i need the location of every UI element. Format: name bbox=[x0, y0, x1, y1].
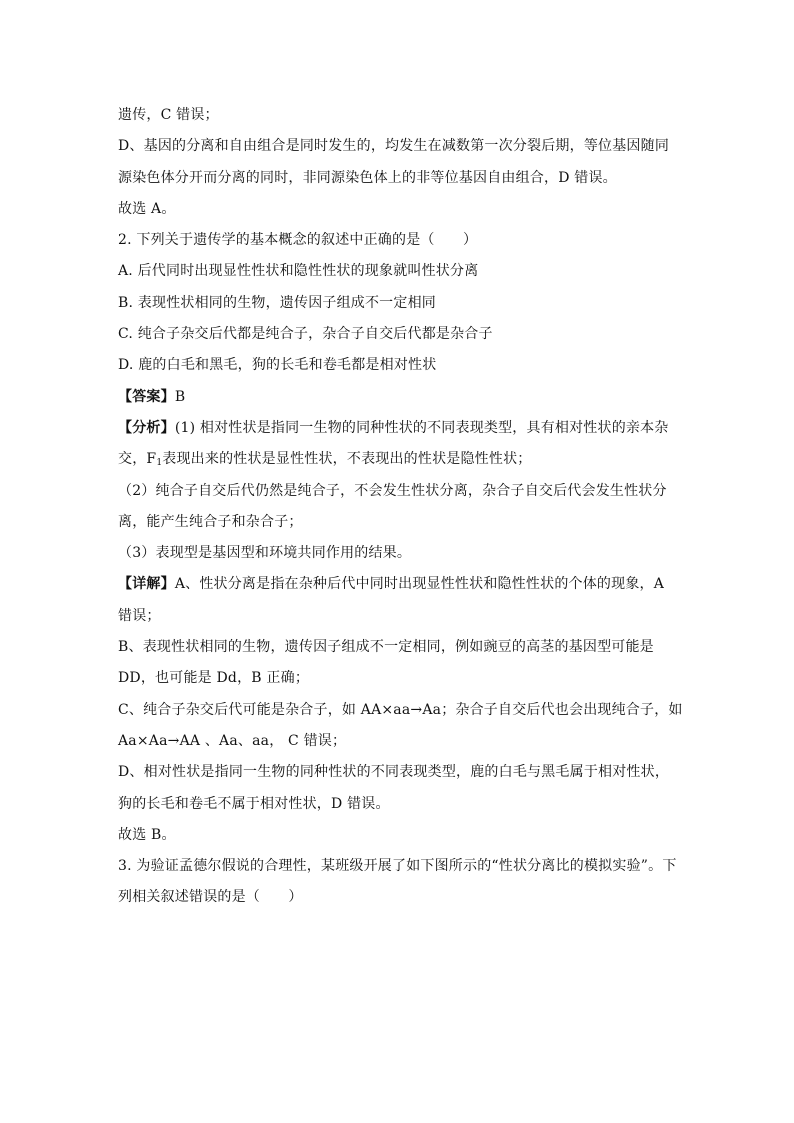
detail-c1: C、纯合子杂交后代可能是杂合子，如 AA×aa→Aa；杂合子自交后代也会出现纯合子，如 bbox=[118, 701, 683, 718]
answer-row bbox=[118, 382, 678, 413]
question-3-stem-2: 列相关叙述错误的是（ ） bbox=[118, 889, 303, 906]
detail-d2: 狗的长毛和卷毛不属于相对性状，D 错误。 bbox=[118, 795, 390, 812]
document-body bbox=[118, 100, 683, 914]
prev-answer-line-2: D、基因的分离和自由组合是同时发生的，均发生在减数第一次分裂后期，等位基因随同 bbox=[118, 138, 670, 155]
detail-b1: B、表现性状相同的生物，遗传因子组成不一定相同，例如豌豆的高茎的基因型可能是 bbox=[118, 639, 654, 656]
detail-a1: A、性状分离是指在杂种后代中同时出现显性性状和隐性性状的个体的现象，A bbox=[174, 576, 665, 593]
detail-label: 【详解】 bbox=[118, 576, 175, 593]
analysis-point-1b-subscript: 1 bbox=[156, 458, 163, 469]
analysis-point-2b: 离，能产生纯合子和杂合子； bbox=[118, 513, 303, 530]
detail-b2: DD，也可能是 Dd，B 正确； bbox=[118, 670, 310, 687]
question-3-stem-1: 3. 为验证孟德尔假说的合理性，某班级开展了如下图所示的“性状分离比的模拟实验”。下 bbox=[118, 858, 677, 875]
analysis-point-1a: (1) 相对性状是指同一生物的同种性状的不同表现类型，具有相对性状的亲本杂 bbox=[174, 419, 669, 436]
detail-d1: D、相对性状是指同一生物的同种性状的不同表现类型，鹿的白毛与黑毛属于相对性状， bbox=[118, 764, 670, 781]
prev-answer-line-3: 源染色体分开而分离的同时，非同源染色体上的非等位基因自由组合，D 错误。 bbox=[118, 169, 617, 186]
detail-c2: Aa×Aa→AA 、Aa、aa， C 错误； bbox=[118, 732, 347, 749]
analysis-row-2 bbox=[118, 444, 678, 475]
analysis-point-1b-pre: 交，F bbox=[118, 451, 157, 468]
question-2-option-c: C. 纯合子杂交后代都是纯合子，杂合子自交后代都是杂合子 bbox=[118, 326, 493, 343]
answer-value: B bbox=[174, 388, 186, 405]
question-2-option-b: B. 表现性状相同的生物，遗传因子组成不一定相同 bbox=[118, 294, 436, 311]
prev-answer-line-1: 遗传，C 错误； bbox=[118, 107, 219, 123]
analysis-label: 【分析】 bbox=[118, 419, 175, 436]
question-2-conclusion: 故选 B。 bbox=[118, 826, 176, 843]
detail-a2: 错误； bbox=[118, 607, 161, 624]
analysis-row-1 bbox=[118, 413, 678, 444]
prev-answer-conclusion: 故选 A。 bbox=[118, 200, 176, 217]
question-2-option-a: A. 后代同时出现显性性状和隐性性状的现象就叫性状分离 bbox=[118, 263, 479, 280]
question-2-option-d: D. 鹿的白毛和黑毛，狗的长毛和卷毛都是相对性状 bbox=[118, 357, 437, 374]
question-2-stem: 2. 下列关于遗传学的基本概念的叙述中正确的是（ ） bbox=[118, 232, 478, 249]
answer-label: 【答案】 bbox=[118, 388, 175, 405]
analysis-point-3: （3）表现型是基因型和环境共同作用的结果。 bbox=[118, 545, 412, 562]
analysis-point-1b-post: 表现出来的性状是显性性状，不表现出的性状是隐性性状； bbox=[162, 451, 532, 468]
analysis-point-2a: （2）纯合子自交后代仍然是纯合子，不会发生性状分离，杂合子自交后代会发生性状分 bbox=[118, 482, 667, 499]
detail-row-a1 bbox=[118, 569, 678, 600]
